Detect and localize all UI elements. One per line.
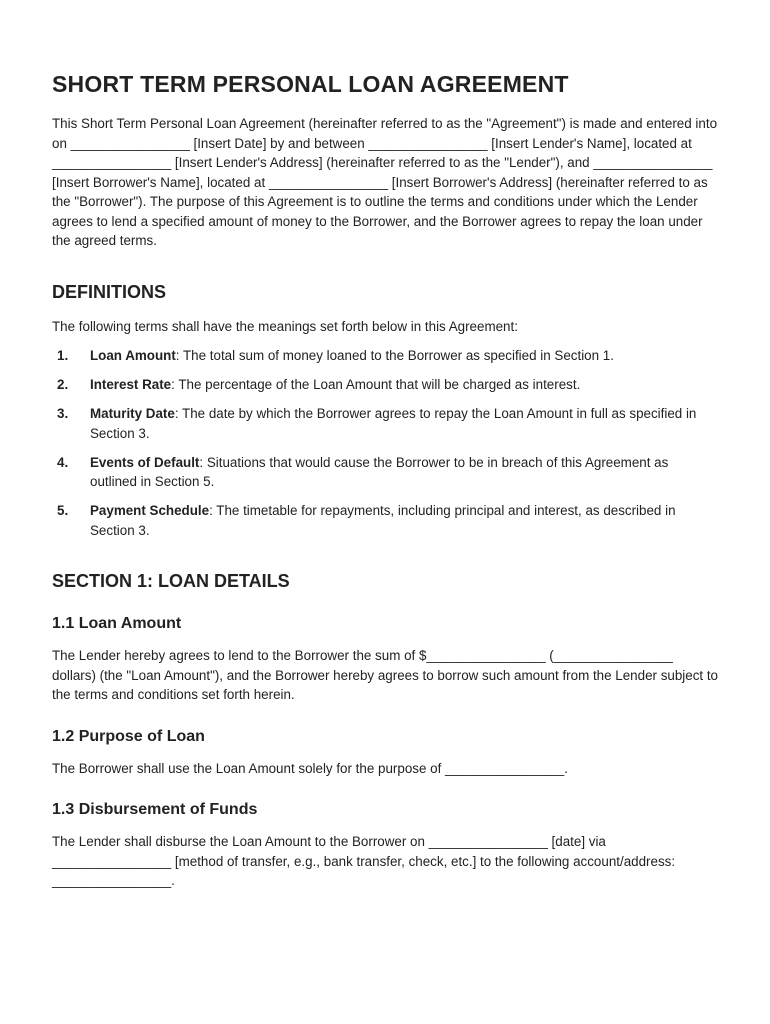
definition-item	[52, 346, 718, 366]
definition-term: Interest Rate	[90, 377, 172, 392]
definitions-list	[52, 346, 718, 540]
loan-amount-text: The Lender hereby agrees to lend to the Borrower the sum of $________________ (________________ dollars) (the "Loan Amount"), and the Borrower hereby agrees to borrow such amount from the Lender subject to the terms and conditions set forth herein.	[52, 648, 719, 702]
definition-text: : The timetable for repayments, including principal and interest, as described in Section 3.	[90, 503, 676, 538]
loan-amount-heading: 1.1 Loan Amount	[52, 615, 182, 632]
purpose-text: The Borrower shall use the Loan Amount solely for the purpose of ________________.	[52, 760, 568, 776]
disbursement-heading: 1.3 Disbursement of Funds	[52, 801, 258, 818]
definition-number: 2.	[57, 377, 69, 392]
definition-text: : Situations that would cause the Borrower to be in breach of this Agreement as outlined in Section 5.	[90, 454, 669, 489]
definition-term: Events of Default	[90, 454, 200, 470]
definition-item	[52, 501, 718, 540]
definition-item	[52, 453, 718, 492]
definition-text: : The total sum of money loaned to the Borrower as specified in Section 1.	[175, 348, 614, 363]
definition-text: : The date by which the Borrower agrees to repay the Loan Amount in full as specified in Section 3.	[90, 406, 697, 441]
definition-item	[52, 375, 718, 395]
definitions-heading: DEFINITIONS	[52, 281, 167, 302]
definition-number: 3.	[57, 406, 69, 421]
definition-number: 1.	[57, 348, 69, 363]
definition-term: Loan Amount	[90, 348, 176, 363]
disbursement-text: The Lender shall disburse the Loan Amount to the Borrower on ________________ [date] via ________________ [method of transfer, e.g., bank transfer, check, etc.] to the following account/address: ________________.	[52, 834, 676, 888]
section-1-heading: SECTION 1: LOAN DETAILS	[52, 571, 290, 591]
definitions-intro: The following terms shall have the meanings set forth below in this Agreement:	[52, 318, 518, 334]
definition-number: 4.	[57, 454, 69, 470]
definition-item	[52, 404, 718, 443]
definition-number: 5.	[57, 503, 69, 518]
purpose-heading: 1.2 Purpose of Loan	[52, 727, 205, 745]
definition-term: Maturity Date	[90, 406, 175, 421]
definition-term: Payment Schedule	[90, 503, 210, 518]
intro-paragraph: This Short Term Personal Loan Agreement (hereinafter referred to as the "Agreement") is made and entered into on ________________ [Insert Date] by and between ________________ [Insert Lender's Name], located at ________________ [Insert Lender's Address] (hereinafter referred to as the "Lender"), and ________________ [Insert Borrower's Name], located at ________________ [Insert Borrower's Address] (hereinafter referred to as the "Borrower"). The purpose of this Agreement is to outline the terms and conditions under which the Lender agrees to lend a specified amount of money to the Borrower, and the Borrower agrees to repay the loan under the agreed terms.	[52, 116, 718, 248]
document-title: SHORT TERM PERSONAL LOAN AGREEMENT	[52, 71, 569, 97]
definition-text: : The percentage of the Loan Amount that will be charged as interest.	[171, 377, 581, 392]
